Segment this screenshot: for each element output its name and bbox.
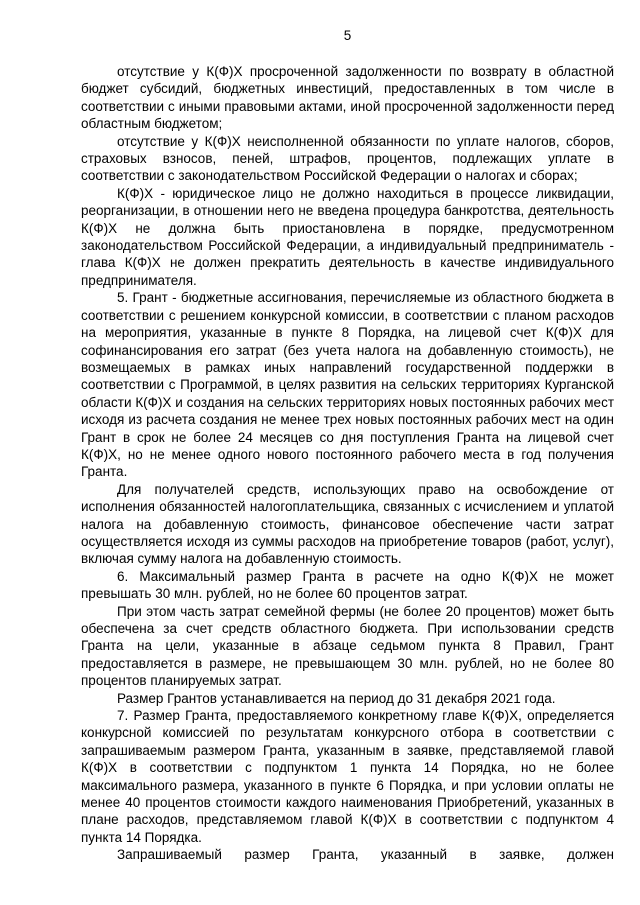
paragraph-legal-entity-status: К(Ф)Х - юридическое лицо не должно находиться в процессе ликвидации, реорганизации, в отношении него не введена процедура банкротства, деятельность К(Ф)Х не должна быть приостановлена в порядке, предусмотренном законодательством Российской Федерации, а индивидуальный предприниматель - глава К(Ф)Х не должен прекратить деятельность в качестве индивидуального предпринимателя. bbox=[81, 185, 614, 288]
paragraph-no-overdue-debt: отсутствие у К(Ф)Х просроченной задолженности по возврату в областной бюджет субсидий, бюджетных инвестиций, предоставленных в том числе в соответствии с иными правовыми актами, иной просроченной задолженности перед областным бюджетом; bbox=[81, 64, 614, 132]
paragraph-item-7-grant-amount: 7. Размер Гранта, предоставляемого конкретному главе К(Ф)Х, определяется конкурсной комиссией по результатам конкурсного отбора в соответствии с запрашиваемым размером Гранта, указанным в заявке, представляемой главой К(Ф)Х в соответствии с подпунктом 1 пункта 14 Порядка, но не более максимального размера, указанного в пункте 6 Порядка, и при условии оплаты не менее 40 процентов стоимости каждого наименования Приобретений, указанных в плане расходов, представляемом главой К(Ф)Х в соответствии с подпунктом 4 пункта 14 Порядка. bbox=[81, 708, 614, 845]
paragraph-family-farm-share: При этом часть затрат семейной фермы (не более 20 процентов) может быть обеспечена за счет средств областного бюджета. При использовании средств Гранта на цели, указанные в абзаце седьмом пункта 8 Правил, Грант предоставляется в размере, не превышающем 30 млн. рублей, но не более 80 процентов планируемых затрат. bbox=[81, 603, 614, 689]
paragraph-requested-amount: Запрашиваемый размер Гранта, указанный в заявке, должен bbox=[117, 847, 614, 863]
paragraph-item-6-max-grant: 6. Максимальный размер Гранта в расчете на одно К(Ф)Х не может превышать 30 млн. рублей, но не более 60 процентов затрат. bbox=[81, 568, 614, 602]
paragraph-vat-exemption: Для получателей средств, использующих право на освобождение от исполнения обязанностей налогоплательщика, связанных с исчислением и уплатой налога на добавленную стоимость, финансовое обеспечение части затрат осуществляется исходя из суммы расходов на приобретение товаров (работ, услуг), включая сумму налога на добавленную стоимость. bbox=[81, 481, 614, 567]
paragraph-no-tax-obligations: отсутствие у К(Ф)Х неисполненной обязанности по уплате налогов, сборов, страховых взносов, пеней, штрафов, процентов, подлежащих уплате в соответствии с законодательством Российской Федерации о налогах и сборах; bbox=[81, 133, 614, 184]
page-number: 5 bbox=[343, 28, 352, 43]
paragraph-item-5-grant-definition: 5. Грант - бюджетные ассигнования, перечисляемые из областного бюджета в соответствии с решением конкурсной комиссии, в соответствии с планом расходов на мероприятия, указанные в пункте 8 Порядка, на лицевой счет К(Ф)Х для софинансирования его затрат (без учета налога на добавленную стоимость), не возмещаемых в рамках иных направлений государственной поддержки в соответствии с Программой, в целях развития на сельских территориях Курганской области К(Ф)Х и создания на сельских территориях новых постоянных рабочих мест исходя из расчета создания не менее трех новых постоянных рабочих мест на один Грант в срок не более 24 месяцев со дня поступления Гранта на лицевой счет К(Ф)Х, но не менее одного нового постоянного рабочего места в год получения Гранта. bbox=[81, 290, 614, 480]
paragraph-grant-period: Размер Грантов устанавливается на период до 31 декабря 2021 года. bbox=[117, 690, 556, 706]
